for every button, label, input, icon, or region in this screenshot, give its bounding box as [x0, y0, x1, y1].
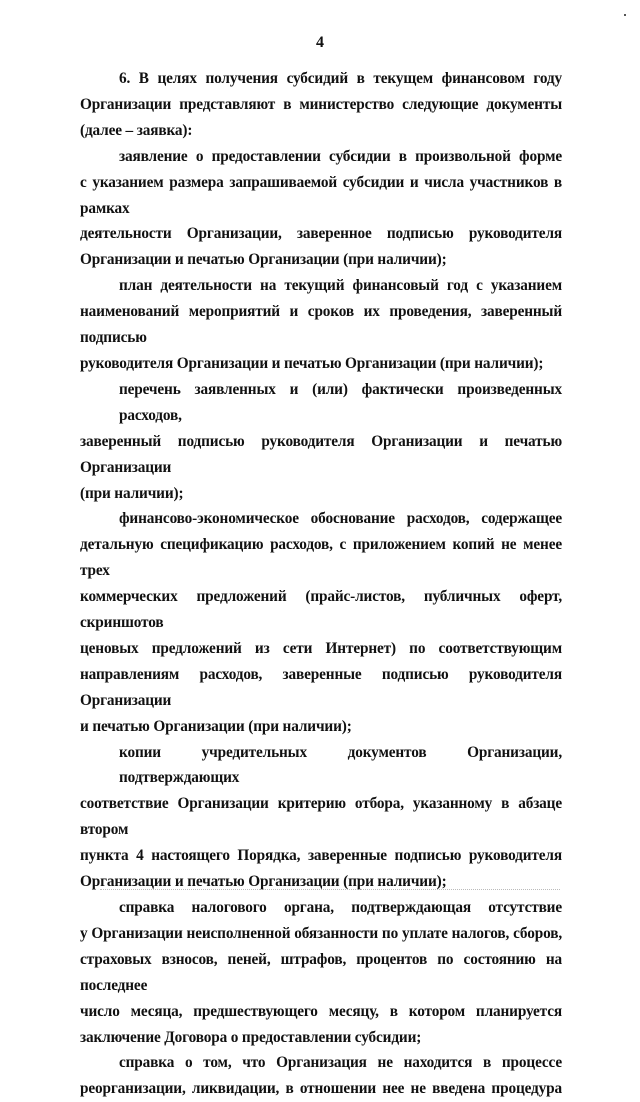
paragraph-reorganization-certificate — [80, 1050, 562, 1102]
text-line: перечень заявленных и (или) фактически произведенных расходов, — [119, 380, 562, 424]
text-line: Организации и печатью Организации (при наличии); — [80, 873, 447, 891]
text-line: соответствие Организации критерию отбора, указанному в абзаце втором — [80, 795, 562, 839]
text-line: (при наличии); — [80, 484, 184, 502]
paragraph-application — [80, 144, 562, 274]
text-line: копии учредительных документов Организации, подтверждающих — [119, 743, 562, 787]
text-line: наименований мероприятий и сроков их проведения, заверенный подписью — [80, 303, 562, 347]
page-number: 4 — [316, 34, 324, 51]
text-line: справка о том, что Организация не находится в процессе — [119, 1054, 562, 1072]
text-line: план деятельности на текущий финансовый год с указанием — [119, 277, 562, 295]
text-line: финансово-экономическое обоснование расходов, содержащее — [119, 510, 562, 528]
text-line: у Организации неисполненной обязанности по уплате налогов, сборов, — [80, 924, 562, 942]
text-line: руководителя Организации и печатью Организации (при наличии); — [80, 354, 544, 372]
text-line: ценовых предложений из сети Интернет) по соответствующим — [80, 639, 562, 657]
paragraph-financial-justification — [80, 506, 562, 739]
paragraph-tax-certificate — [80, 895, 562, 1050]
text-line: и печатью Организации (при наличии); — [80, 717, 352, 735]
text-line: коммерческих предложений (прайс-листов, публичных оферт, скриншотов — [80, 588, 562, 632]
text-line: пункта 4 настоящего Порядка, заверенные подписью руководителя — [80, 847, 562, 865]
text-line: справка налогового органа, подтверждающая отсутствие — [119, 899, 562, 916]
text-line: Организации представляют в министерство следующие документы — [80, 95, 562, 113]
paragraph-activity-plan — [80, 273, 562, 377]
text-line: деятельности Организации, заверенное подписью руководителя — [80, 225, 562, 243]
text-line: 6. В целях получения субсидий в текущем финансовом году — [119, 70, 562, 87]
text-line: число месяца, предшествующего месяцу, в котором планируется — [80, 1002, 562, 1020]
scan-edge-line — [100, 889, 560, 890]
text-line: направлениям расходов, заверенные подписью руководителя Организации — [80, 665, 562, 709]
text-line: с указанием размера запрашиваемой субсидии и числа участников в рамках — [80, 173, 562, 217]
text-line: заключение Договора о предоставлении субсидии; — [80, 1028, 422, 1046]
text-line: заверенный подписью руководителя Организации и печатью Организации — [80, 432, 562, 476]
text-line: Организации и печатью Организации (при наличии); — [80, 251, 447, 269]
text-line: страховых взносов, пеней, штрафов, процентов по состоянию на последнее — [80, 950, 562, 994]
paragraph-item-6 — [80, 66, 562, 144]
text-line: детальную спецификацию расходов, с приложением копий не менее трех — [80, 536, 562, 580]
document-body — [80, 66, 562, 1102]
paragraph-expenses-list — [80, 377, 562, 507]
scan-mark — [624, 14, 626, 16]
text-line: (далее – заявка): — [80, 121, 193, 139]
paragraph-founding-documents — [80, 740, 562, 895]
text-line: реорганизации, ликвидации, в отношении нее не введена процедура — [80, 1080, 562, 1098]
text-line: заявление о предоставлении субсидии в произвольной форме — [119, 147, 562, 165]
